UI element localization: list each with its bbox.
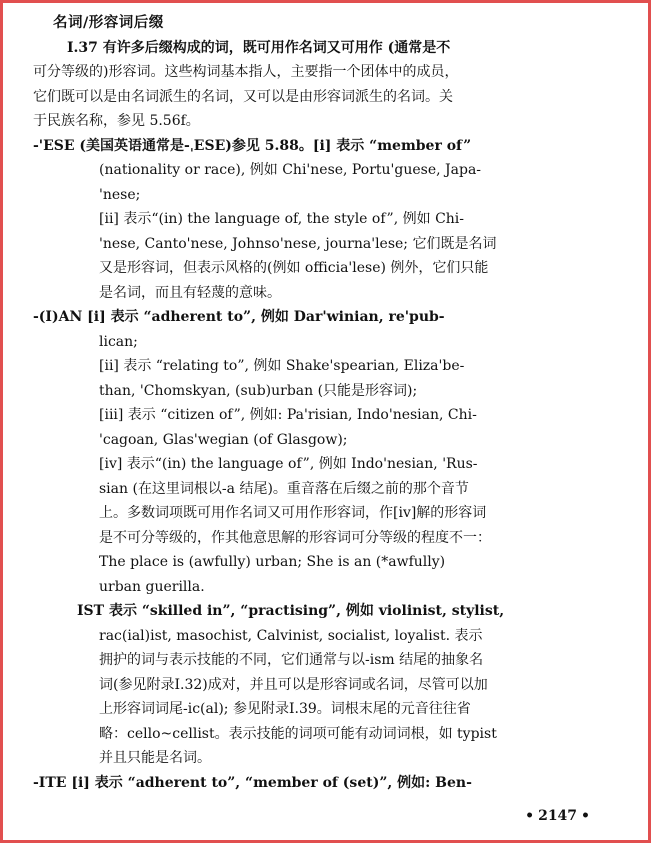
entry-ese-line-7: 是名词，而且有轻蔑的意味。 — [99, 284, 281, 301]
entry-ite-line-1: -ITE [i] 表示 “adherent to”, “member of (set)”, 例如: Ben- — [33, 774, 472, 791]
entry-ian-line-9: 上。多数词项既可用作名词又可用作形容词，作[iv]解的形容词 — [99, 505, 487, 521]
entry-ian-line-11: The place is (awfully) urban; She is an (*awfully) — [99, 554, 446, 570]
entry-ist-line-1: IST 表示 “skilled in”, “practising”, 例如 violinist, stylist, — [77, 603, 505, 619]
entry-ian-line-1: -(I)AN [i] 表示 “adherent to”, 例如 Dar'winian, re'pub- — [33, 309, 445, 325]
page-number-dot-right: • — [581, 808, 590, 824]
entry-ian-line-8: sian (在这里词根以-a 结尾)。重音落在后缀之前的那个音节 — [99, 480, 469, 497]
section-heading: 名词/形容词后缀 — [53, 15, 164, 31]
entry-ian-line-2: lican; — [99, 333, 138, 350]
entry-ist-line-5: 上形容词词尾-ic(al); 参见附录Ⅰ.39。词根末尾的元音往往省 — [99, 701, 471, 717]
entry-ese-line-6: 又是形容词，但表示风格的(例如 officia'lese) 例外，它们只能 — [99, 260, 489, 276]
entry-ese-line-2: (nationality or race), 例如 Chi'nese, Portu'guese, Japa- — [99, 162, 482, 178]
text-line-2: 可分等级的)形容词。这些构词基本指人，主要指一个团体中的成员， — [33, 64, 459, 80]
entry-ese-line-3: 'nese; — [99, 186, 141, 203]
entry-ese-line-1: -'ESE (美国英语通常是-ˌESE)参见 5.88。[i] 表示 “member of” — [33, 137, 472, 154]
entry-ist-line-7: 并且只能是名词。 — [99, 750, 211, 766]
entry-ist-line-4: 词(参见附录Ⅰ.32)成对，并且可以是形容词或名词，尽管可以加 — [99, 676, 488, 693]
entry-ian-line-6: 'cagoan, Glas'wegian (of Glasgow); — [99, 431, 348, 448]
text-line-3: 它们既可以是由名词派生的名词，又可以是由形容词派生的名词。关 — [33, 88, 453, 105]
entry-ian-line-4: than, 'Chomskyan, (sub)urban (只能是形容词); — [99, 382, 418, 399]
entry-ese-line-4: [ii] 表示“(in) the language of, the style of”, 例如 Chi- — [99, 211, 465, 227]
entry-ese-line-5: 'nese, Canto'nese, Johnso'nese, journa'lese; 它们既是名词 — [99, 235, 497, 252]
page-number-dot-left: • — [525, 808, 535, 824]
entry-ian-line-12: urban guerilla. — [99, 578, 205, 595]
entry-ian-line-3: [ii] 表示 “relating to”, 例如 Shake'spearian, Eliza'be- — [99, 358, 465, 374]
entry-ian-line-7: [iv] 表示“(in) the language of”, 例如 Indo'nesian, 'Rus- — [99, 456, 478, 472]
page-number — [521, 808, 594, 824]
page-number-value: 2147 — [538, 808, 578, 824]
entry-ist-line-6: 略：cello~cellist。表示技能的词项可能有动词词根，如 typist — [99, 725, 497, 742]
entry-ist-line-2: rac(ial)ist, masochist, Calvinist, socialist, loyalist. 表示 — [99, 627, 483, 644]
page-content — [33, 11, 593, 795]
entry-ist-line-3: 拥护的词与表示技能的不同，它们通常与以-ism 结尾的抽象名 — [99, 652, 484, 668]
entry-ian-line-10: 是不可分等级的，作其他意思解的形容词可分等级的程度不一： — [99, 529, 491, 546]
text-line-1: Ⅰ.37 有许多后缀构成的词，既可用作名词又可用作 (通常是不 — [67, 39, 451, 56]
text-line-4: 于民族名称，参见 5.56f。 — [33, 113, 200, 129]
entry-ian-line-5: [iii] 表示 “citizen of”, 例如: Pa'risian, Indo'nesian, Chi- — [99, 407, 477, 423]
